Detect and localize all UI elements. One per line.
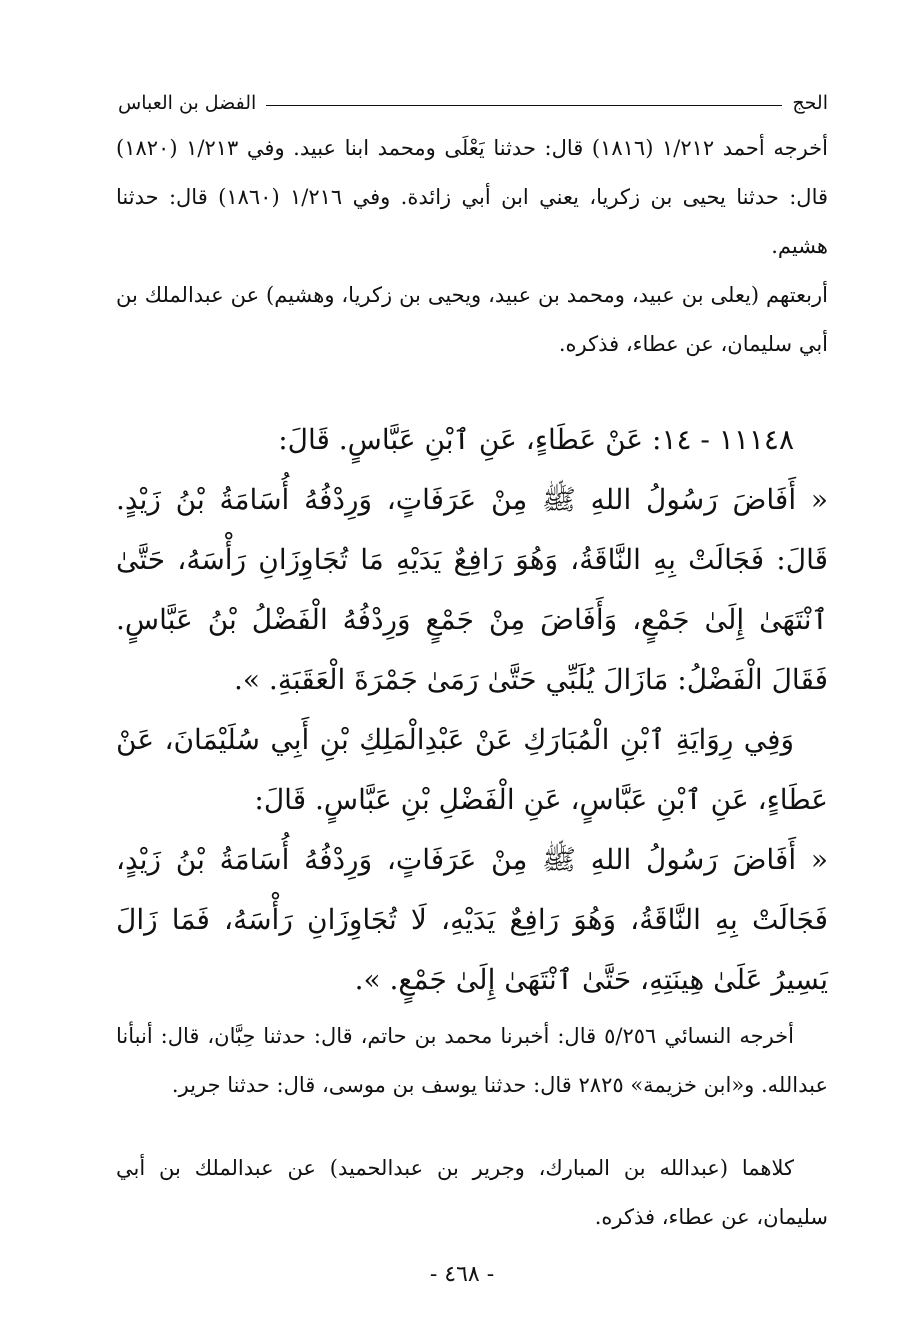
takhrij-paragraph-ahmad: أخرجه أحمد ١/٢١٢ (١٨١٦) قال: حدثنا يَعْلَى ومحمد ابنا عبيد. وفي ١/٢١٣ (١٨٢٠) قال: حدثنا يحيى بن زكريا، يعني ابن أبي زائدة. وفي ١/٢١٦ (١٨٦٠) قال: حدثنا هشيم. — [116, 136, 829, 258]
header-chapter-title: الحج — [792, 92, 828, 114]
header-rule — [266, 105, 782, 106]
takhrij-summary-bottom: كلاهما (عبدالله بن المبارك، وجرير بن عبدالحميد) عن عبدالملك بن أبي سليمان، عن عطاء، فذكره. — [116, 1156, 828, 1229]
header-section-title: الفضل بن العباس — [118, 92, 257, 114]
running-header — [118, 86, 828, 120]
takhrij-summary-paragraph: أربعتهم (يعلى بن عبيد، ومحمد بن عبيد، ويحيى بن زكريا، وهشيم) عن عبدالملك بن أبي سليمان، عن عطاء، فذكره. — [116, 283, 828, 356]
hadith-isnad: ١١١٤٨ - ١٤: عَنْ عَطَاءٍ، عَنِ ٱبْنِ عَبَّاسٍ. قَالَ: — [278, 423, 794, 456]
hadith-matn-first: « أَفَاضَ رَسُولُ اللهِ ﷺ مِنْ عَرَفَاتٍ، وَرِدْفُهُ أُسَامَةُ بْنُ زَيْدٍ. قَالَ: فَجَالَتْ بِهِ النَّاقَةُ، وَهُوَ رَافِعٌ يَدَيْهِ مَا تُجَاوِزَانِ رَأْسَهُ، حَتَّىٰ ٱنْتَهَىٰ إِلَىٰ جَمْعٍ، وَأَفَاضَ مِنْ جَمْعٍ وَرِدْفُهُ الْفَضْلُ بْنُ عَبَّاسٍ. فَقَالَ الْفَضْلُ: مَازَالَ يُلَبِّي حَتَّىٰ رَمَىٰ جَمْرَةَ الْعَقَبَةِ. ». — [116, 483, 828, 696]
hadith-matn-second: « أَفَاضَ رَسُولُ اللهِ ﷺ مِنْ عَرَفَاتٍ، وَرِدْفُهُ أُسَامَةُ بْنُ زَيْدٍ، فَجَالَتْ بِهِ النَّاقَةُ، وَهُوَ رَافِعٌ يَدَيْهِ، لَا تُجَاوِزَانِ رَأْسَهُ، فَمَا زَالَ يَسِيرُ عَلَىٰ هِينَتِهِ، حَتَّىٰ ٱنْتَهَىٰ إِلَىٰ جَمْعٍ. ». — [116, 843, 829, 996]
takhrij-paragraph-nasai: أخرجه النسائي ٥/٢٥٦ قال: أخبرنا محمد بن حاتم، قال: حدثنا حِبَّان، قال: أنبأنا عبدالله. و«ابن خزيمة» ٢٨٢٥ قال: حدثنا يوسف بن موسى، قال: حدثنا جرير. — [116, 1024, 828, 1097]
page-number: - ٤٦٨ - — [429, 1262, 495, 1287]
hadith-riwaya-ibn-mubarak: وَفِي رِوَايَةِ ٱبْنِ الْمُبَارَكِ عَنْ عَبْدِالْمَلِكِ بْنِ أَبِي سُلَيْمَانَ، عَنْ عَطَاءٍ، عَنِ ٱبْنِ عَبَّاسٍ، عَنِ الْفَضْلِ بْنِ عَبَّاسٍ. قَالَ: — [116, 723, 828, 816]
